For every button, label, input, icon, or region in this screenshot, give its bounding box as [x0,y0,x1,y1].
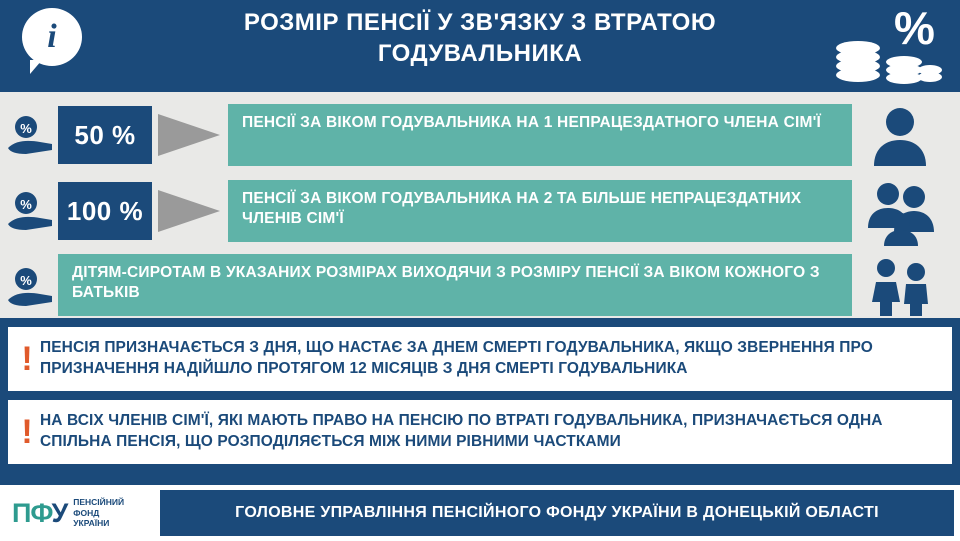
benefit-text: ДІТЯМ-СИРОТАМ В УКАЗАНИХ РОЗМІРАХ ВИХОДЯЧИ З РОЗМІРУ ПЕНСІЇ ЗА ВІКОМ КОЖНОГО З БАТЬКІВ [58,254,852,316]
logo-text [73,497,124,529]
page-title: РОЗМІР ПЕНСІЇ У ЗВ'ЯЗКУ З ВТРАТОЮ ГОДУВАЛЬНИКА [243,9,717,67]
logo-mark-u: У [51,497,68,528]
note-block [8,327,952,391]
arrow-icon [158,190,220,232]
exclamation-icon: ! [21,413,33,451]
footer-organization: ГОЛОВНЕ УПРАВЛІННЯ ПЕНСІЙНОГО ФОНДУ УКРАЇНИ В ДОНЕЦЬКІЙ ОБЛАСТІ [160,490,954,536]
logo-mark [12,497,68,528]
info-bubble [22,8,82,66]
percent-coins-icon [832,4,942,88]
logo-line-1: ПЕНСІЙНИЙ [73,497,125,508]
benefit-text: ПЕНСІЇ ЗА ВІКОМ ГОДУВАЛЬНИКА НА 2 ТА БІЛЬШЕ НЕПРАЦЕЗДАТНИХ ЧЛЕНІВ СІМ'Ї [228,180,852,242]
hand-percent-icon [6,190,54,232]
note-text: НА ВСІХ ЧЛЕНІВ СІМ'Ї, ЯКІ МАЮТЬ ПРАВО НА ПЕНСІЮ ПО ВТРАТІ ГОДУВАЛЬНИКА, ПРИЗНАЧАЄТЬСЯ ОДНА СПІЛЬНА ПЕНСІЯ, ЩО РОЗПОДІЛЯЄТЬСЯ МІЖ НИМИ РІВНИМИ ЧАСТКАМИ [40,412,883,450]
logo-mark-pf: ПФ [12,497,52,528]
svg-text:%: % [20,121,32,136]
svg-text:%: % [894,4,935,54]
logo-line-2: ФОНД [73,507,100,518]
benefit-row [0,102,960,170]
logo [0,485,160,541]
benefit-text: ПЕНСІЇ ЗА ВІКОМ ГОДУВАЛЬНИКА НА 1 НЕПРАЦЕЗДАТНОГО ЧЛЕНА СІМ'Ї [228,104,852,166]
benefit-row [0,254,960,320]
two-children-icon [854,254,946,322]
header [0,0,960,92]
single-person-icon [854,102,946,170]
arrow-icon [158,114,220,156]
bubble-tail [30,60,42,74]
hand-percent-icon [6,114,54,156]
logo-line-3: УКРАЇНИ [73,518,110,529]
note-block [8,400,952,464]
two-adults-icon [854,178,946,246]
benefit-row [0,178,960,246]
info-letter: i [47,18,57,55]
main-panel [0,92,960,318]
info-icon [22,8,86,72]
svg-text:%: % [20,273,32,288]
footer [0,485,960,541]
svg-text:%: % [20,197,32,212]
exclamation-icon: ! [21,340,33,378]
note-text: ПЕНСІЯ ПРИЗНАЧАЄТЬСЯ З ДНЯ, ЩО НАСТАЄ ЗА ДНЕМ СМЕРТІ ГОДУВАЛЬНИКА, ЯКЩО ЗВЕРНЕННЯ ПРО ПРИЗНАЧЕННЯ НАДІЙШЛО ПРОТЯГОМ 12 МІСЯЦІВ З ДНЯ СМЕРТІ ГОДУВАЛЬНИКА [40,339,873,377]
percent-badge: 50 % [58,106,152,164]
percent-badge: 100 % [58,182,152,240]
hand-percent-icon [6,266,54,308]
